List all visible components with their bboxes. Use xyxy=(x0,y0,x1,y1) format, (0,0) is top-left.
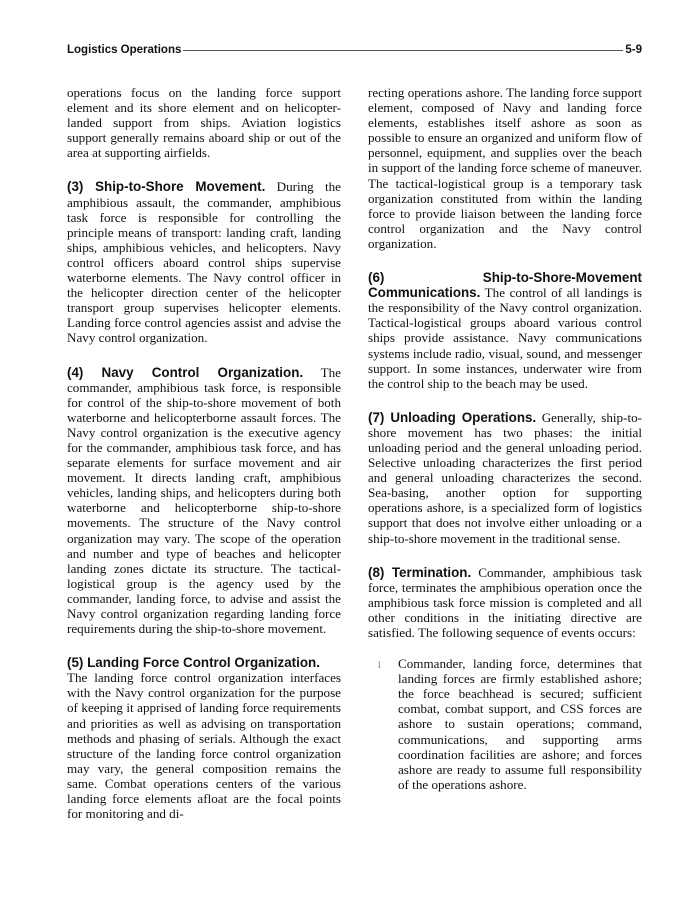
section-heading: (6) Ship-to-Shore-Movement Communications. xyxy=(368,270,642,301)
section-body: During the amphibious assault, the commander, amphibious task force is responsible for controlling the principle means of transport: landing craft, landing ships, amphibious vehicles, and helicopters. Navy control officers aboard control ships supervise waterborne elements. The Navy control officer in the helicopter direction center of the helicopter transport group supervises helicopter elements. Landing force control agencies assist and advise the Navy control organization. xyxy=(67,179,341,346)
section-heading: (4) Navy Control Organization. xyxy=(67,364,304,380)
section-heading: (5) Landing Force Control Organization. xyxy=(67,655,320,671)
section-7 xyxy=(368,410,642,546)
continuation-paragraph: recting operations ashore. The landing force support element, composed of Navy and landing force elements, establishes itself ashore as soon as possible to ensure an organized and uniform flow of personnel, equipment, and supplies over the beach in support of the landing force scheme of maneuver. The tactical-logistical group is a temporary task organization constituted from within the landing force to provide liaison between the landing force control organization and the Navy control organization. xyxy=(368,85,642,251)
intro-paragraph: operations focus on the landing force support element and its shore element and on helicopter-landed support from ships. Aviation logistics support generally remains aboard ship or out of the area at supporting airfields. xyxy=(67,85,341,161)
section-body: The commander, amphibious task force, is responsible for control of the ship-to-shore movement of both waterborne and helicopterborne assault forces. The Navy control organization is the executive agency for the commander, amphibious task force, and has separate elements for surface movement and air movement. It directs landing craft, amphibious vehicles, landing ships, and helicopters during both waterborne and helicopterborne ship-to-shore movements. The structure of the Navy control organization may vary. The scope of the operation and number and type of beaches and helicopter landing zones dictate its structure. The tactical-logistical group is the agency used by the commander, landing force, to advise and assist the Navy control organization regarding landing force requirements during the ship-to-shore movement. xyxy=(67,364,341,637)
bullet-text: Commander, landing force, determines that landing forces are firmly established ashore; the force beachhead is secured; sufficient combat, combat support, and CSS forces are ashore to sustain operations; command, communications, and supporting arms coordination facilities are ashore; and forces ashore are ready to assume full responsibility of the operations ashore. xyxy=(398,656,642,792)
section-body: Generally, ship-to-shore movement has two phases: the initial unloading period and the general unloading period. Selective unloading characterizes the first period and general unloading characterizes the second. Sea-basing, another option for supporting operations ashore, is a specialized form of logistics support that does not involve either unloading or a ship-to-shore movement in the traditional sense. xyxy=(368,409,642,546)
chapter-title: Logistics Operations xyxy=(67,44,182,56)
section-body: Commander, amphibious task force, terminates the amphibious operation once the amphibious task force mission is completed and all other conditions in the initiating directive are satisfied. The following sequence of events occurs: xyxy=(368,564,643,640)
running-header xyxy=(67,42,642,58)
section-body: The control of all landings is the responsibility of the Navy control organization. Tactical-logistical groups aboard various control ships provide assistance. Navy communications systems include radio, visual, sound, and messenger support. In some instances, underwater wire from the control ship to the beach may be used. xyxy=(368,285,642,391)
bullet-icon: l xyxy=(378,660,381,671)
section-4 xyxy=(67,365,341,637)
section-body: The landing force control organization interfaces with the Navy control organization for the purpose of keeping it apprised of landing force requirements and priorities as well as advising on transportation methods and phasing of serials. Although the exact structure of the landing force control organization may vary, the general composition remains the same. Combat operations centers of the various landing force elements afloat are the focal points for monitoring and di- xyxy=(67,670,341,822)
section-5 xyxy=(67,655,341,821)
section-6 xyxy=(368,270,642,391)
section-heading: (8) Termination. xyxy=(368,564,472,580)
right-column xyxy=(368,85,642,792)
section-heading: (7) Unloading Operations. xyxy=(368,409,537,425)
section-heading: (3) Ship-to-Shore Movement. xyxy=(67,179,266,195)
header-rule xyxy=(183,50,623,51)
bullet-item xyxy=(368,656,642,792)
section-3 xyxy=(67,179,341,345)
page-number: 5-9 xyxy=(625,44,642,56)
section-8 xyxy=(368,565,642,640)
left-column xyxy=(67,85,341,840)
